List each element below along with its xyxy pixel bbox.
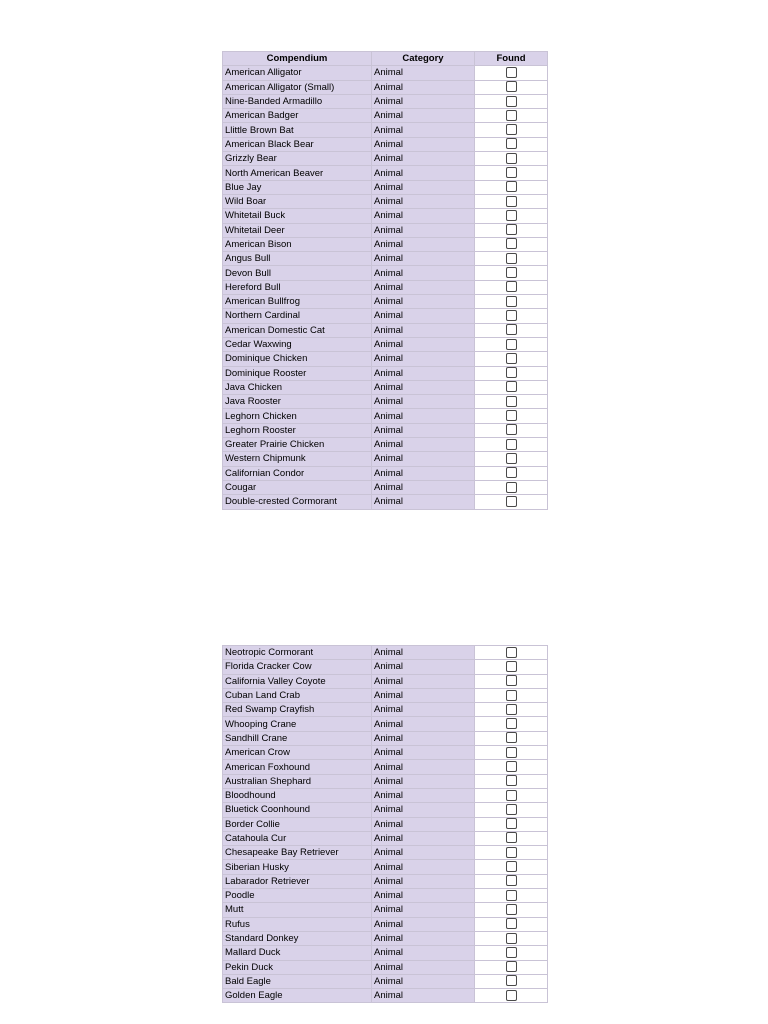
found-checkbox[interactable] [506,367,517,378]
cell-found [475,960,548,974]
table-row [223,380,548,394]
table-row [223,337,548,351]
cell-found [475,480,548,494]
table-row [223,137,548,151]
cell-compendium-name: American Domestic Cat [223,323,372,337]
cell-category: Animal [372,66,475,80]
found-checkbox[interactable] [506,804,517,815]
cell-category: Animal [372,237,475,251]
table-row [223,917,548,931]
table-row [223,109,548,123]
cell-found [475,831,548,845]
cell-compendium-name: American Black Bear [223,137,372,151]
cell-found [475,395,548,409]
table-row [223,660,548,674]
cell-category: Animal [372,860,475,874]
found-checkbox[interactable] [506,947,517,958]
found-checkbox[interactable] [506,310,517,321]
cell-compendium-name: Northern Cardinal [223,309,372,323]
found-checkbox[interactable] [506,818,517,829]
table-row [223,889,548,903]
found-checkbox[interactable] [506,861,517,872]
cell-compendium-name: Java Rooster [223,395,372,409]
cell-compendium-name: Leghorn Rooster [223,423,372,437]
table-row [223,152,548,166]
cell-compendium-name: Siberian Husky [223,860,372,874]
found-checkbox[interactable] [506,238,517,249]
cell-found [475,223,548,237]
cell-compendium-name: Sandhill Crane [223,731,372,745]
table-row [223,974,548,988]
cell-category: Animal [372,266,475,280]
cell-compendium-name: Cedar Waxwing [223,337,372,351]
found-checkbox[interactable] [506,138,517,149]
found-checkbox[interactable] [506,267,517,278]
table-row [223,395,548,409]
table-row [223,931,548,945]
cell-compendium-name: Java Chicken [223,380,372,394]
cell-found [475,803,548,817]
cell-category: Animal [372,337,475,351]
table-row [223,194,548,208]
table-row [223,846,548,860]
cell-category: Animal [372,423,475,437]
table-row [223,209,548,223]
found-checkbox[interactable] [506,81,517,92]
cell-compendium-name: Dominique Chicken [223,352,372,366]
cell-compendium-name: Neotropic Cormorant [223,646,372,660]
table-body [223,646,548,1003]
found-checkbox[interactable] [506,975,517,986]
table-row [223,646,548,660]
cell-category: Animal [372,760,475,774]
found-checkbox[interactable] [506,990,517,1001]
cell-found [475,688,548,702]
cell-compendium-name: Bluetick Coonhound [223,803,372,817]
cell-found [475,352,548,366]
found-checkbox[interactable] [506,690,517,701]
found-checkbox[interactable] [506,396,517,407]
column-header-found: Found [475,52,548,66]
cell-category: Animal [372,688,475,702]
table-row [223,731,548,745]
table-row [223,717,548,731]
found-checkbox[interactable] [506,196,517,207]
cell-found [475,123,548,137]
cell-compendium-name: American Foxhound [223,760,372,774]
found-checkbox[interactable] [506,324,517,335]
cell-category: Animal [372,903,475,917]
cell-found [475,94,548,108]
table-row [223,309,548,323]
found-checkbox[interactable] [506,410,517,421]
cell-category: Animal [372,80,475,94]
cell-found [475,409,548,423]
table-row [223,760,548,774]
cell-compendium-name: Blue Jay [223,180,372,194]
table-row [223,266,548,280]
table-row [223,480,548,494]
table-row [223,688,548,702]
compendium-table-page-1 [222,51,548,510]
cell-category: Animal [372,746,475,760]
table-row [223,746,548,760]
table-row [223,946,548,960]
table-row [223,438,548,452]
compendium-table-page-2 [222,645,548,1003]
found-checkbox[interactable] [506,453,517,464]
cell-compendium-name: Poodle [223,889,372,903]
table-row [223,66,548,80]
table-row [223,352,548,366]
cell-compendium-name: Rufus [223,917,372,931]
cell-found [475,817,548,831]
cell-category: Animal [372,946,475,960]
cell-category: Animal [372,295,475,309]
cell-category: Animal [372,889,475,903]
cell-compendium-name: Standard Donkey [223,931,372,945]
found-checkbox[interactable] [506,961,517,972]
cell-compendium-name: Pekin Duck [223,960,372,974]
cell-compendium-name: Golden Eagle [223,989,372,1003]
found-checkbox[interactable] [506,875,517,886]
cell-compendium-name: Leghorn Chicken [223,409,372,423]
cell-category: Animal [372,309,475,323]
table-row [223,423,548,437]
found-checkbox[interactable] [506,224,517,235]
cell-found [475,989,548,1003]
cell-compendium-name: Greater Prairie Chicken [223,438,372,452]
cell-compendium-name: Red Swamp Crayfish [223,703,372,717]
cell-category: Animal [372,974,475,988]
found-checkbox[interactable] [506,467,517,478]
cell-found [475,703,548,717]
cell-found [475,466,548,480]
table-row [223,903,548,917]
column-header-compendium: Compendium [223,52,372,66]
cell-compendium-name: Mallard Duck [223,946,372,960]
cell-compendium-name: Grizzly Bear [223,152,372,166]
found-checkbox[interactable] [506,181,517,192]
cell-compendium-name: Llittle Brown Bat [223,123,372,137]
cell-found [475,209,548,223]
cell-category: Animal [372,660,475,674]
cell-found [475,337,548,351]
cell-compendium-name: Labarador Retriever [223,874,372,888]
found-checkbox[interactable] [506,381,517,392]
cell-found [475,152,548,166]
cell-found [475,194,548,208]
cell-found [475,109,548,123]
cell-compendium-name: Chesapeake Bay Retriever [223,846,372,860]
cell-category: Animal [372,989,475,1003]
cell-compendium-name: Nine-Banded Armadillo [223,94,372,108]
table-row [223,874,548,888]
table-row [223,860,548,874]
found-checkbox[interactable] [506,339,517,350]
cell-found [475,846,548,860]
found-checkbox[interactable] [506,761,517,772]
found-checkbox[interactable] [506,718,517,729]
cell-compendium-name: Western Chipmunk [223,452,372,466]
cell-category: Animal [372,788,475,802]
cell-found [475,946,548,960]
cell-found [475,180,548,194]
cell-found [475,674,548,688]
cell-found [475,874,548,888]
cell-category: Animal [372,452,475,466]
table-row [223,280,548,294]
cell-category: Animal [372,874,475,888]
cell-category: Animal [372,917,475,931]
cell-compendium-name: American Alligator [223,66,372,80]
found-checkbox[interactable] [506,167,517,178]
found-checkbox[interactable] [506,647,517,658]
found-checkbox[interactable] [506,124,517,135]
cell-found [475,137,548,151]
cell-category: Animal [372,674,475,688]
found-checkbox[interactable] [506,747,517,758]
cell-compendium-name: Whitetail Buck [223,209,372,223]
cell-found [475,788,548,802]
found-checkbox[interactable] [506,281,517,292]
found-checkbox[interactable] [506,775,517,786]
cell-category: Animal [372,137,475,151]
table-row [223,237,548,251]
cell-compendium-name: Bloodhound [223,788,372,802]
cell-found [475,974,548,988]
cell-found [475,646,548,660]
cell-compendium-name: Dominique Rooster [223,366,372,380]
cell-category: Animal [372,717,475,731]
cell-category: Animal [372,352,475,366]
cell-found [475,774,548,788]
cell-found [475,731,548,745]
table-row [223,323,548,337]
found-checkbox[interactable] [506,96,517,107]
cell-found [475,438,548,452]
cell-category: Animal [372,194,475,208]
found-checkbox[interactable] [506,847,517,858]
table-row [223,831,548,845]
table-row [223,774,548,788]
cell-compendium-name: Cuban Land Crab [223,688,372,702]
cell-category: Animal [372,152,475,166]
table-header-row [223,52,548,66]
cell-compendium-name: Mutt [223,903,372,917]
cell-category: Animal [372,774,475,788]
cell-category: Animal [372,438,475,452]
cell-category: Animal [372,123,475,137]
table-row [223,180,548,194]
found-checkbox[interactable] [506,704,517,715]
found-checkbox[interactable] [506,353,517,364]
table-row [223,94,548,108]
cell-compendium-name: Australian Shephard [223,774,372,788]
cell-found [475,252,548,266]
cell-compendium-name: Angus Bull [223,252,372,266]
cell-category: Animal [372,94,475,108]
table-row [223,960,548,974]
cell-found [475,717,548,731]
found-checkbox[interactable] [506,210,517,221]
column-header-category: Category [372,52,475,66]
cell-category: Animal [372,395,475,409]
cell-category: Animal [372,109,475,123]
cell-category: Animal [372,380,475,394]
cell-category: Animal [372,409,475,423]
cell-found [475,80,548,94]
table-row [223,989,548,1003]
cell-compendium-name: Cougar [223,480,372,494]
table-row [223,123,548,137]
cell-category: Animal [372,831,475,845]
found-checkbox[interactable] [506,661,517,672]
table-row [223,252,548,266]
cell-category: Animal [372,931,475,945]
cell-found [475,860,548,874]
cell-category: Animal [372,803,475,817]
cell-category: Animal [372,495,475,509]
cell-category: Animal [372,817,475,831]
cell-category: Animal [372,480,475,494]
cell-compendium-name: American Bison [223,237,372,251]
cell-found [475,237,548,251]
cell-category: Animal [372,223,475,237]
table-row [223,452,548,466]
found-checkbox[interactable] [506,933,517,944]
table-row [223,674,548,688]
found-checkbox[interactable] [506,732,517,743]
found-checkbox[interactable] [506,296,517,307]
cell-compendium-name: Double-crested Cormorant [223,495,372,509]
cell-compendium-name: Border Collie [223,817,372,831]
cell-found [475,280,548,294]
cell-found [475,309,548,323]
cell-found [475,166,548,180]
found-checkbox[interactable] [506,253,517,264]
cell-category: Animal [372,252,475,266]
cell-found [475,903,548,917]
cell-category: Animal [372,280,475,294]
found-checkbox[interactable] [506,904,517,915]
found-checkbox[interactable] [506,482,517,493]
cell-compendium-name: American Badger [223,109,372,123]
cell-compendium-name: Californian Condor [223,466,372,480]
cell-category: Animal [372,366,475,380]
cell-found [475,295,548,309]
cell-category: Animal [372,209,475,223]
cell-compendium-name: American Crow [223,746,372,760]
found-checkbox[interactable] [506,832,517,843]
table-row [223,495,548,509]
found-checkbox[interactable] [506,439,517,450]
found-checkbox[interactable] [506,496,517,507]
table-row [223,223,548,237]
cell-category: Animal [372,180,475,194]
cell-category: Animal [372,960,475,974]
table-row [223,788,548,802]
cell-found [475,495,548,509]
cell-compendium-name: Devon Bull [223,266,372,280]
cell-category: Animal [372,846,475,860]
found-checkbox[interactable] [506,790,517,801]
cell-compendium-name: Whitetail Deer [223,223,372,237]
cell-compendium-name: Wild Boar [223,194,372,208]
table-row [223,466,548,480]
table-row [223,703,548,717]
table-row [223,817,548,831]
table-row [223,409,548,423]
table-row [223,295,548,309]
found-checkbox[interactable] [506,890,517,901]
cell-category: Animal [372,166,475,180]
cell-category: Animal [372,323,475,337]
cell-found [475,931,548,945]
cell-found [475,323,548,337]
cell-found [475,452,548,466]
table-row [223,166,548,180]
cell-category: Animal [372,466,475,480]
cell-found [475,266,548,280]
found-checkbox[interactable] [506,153,517,164]
cell-compendium-name: North American Beaver [223,166,372,180]
cell-found [475,380,548,394]
found-checkbox[interactable] [506,424,517,435]
cell-found [475,889,548,903]
cell-category: Animal [372,646,475,660]
found-checkbox[interactable] [506,110,517,121]
table-body [223,66,548,509]
cell-found [475,917,548,931]
cell-compendium-name: American Bullfrog [223,295,372,309]
cell-compendium-name: Florida Cracker Cow [223,660,372,674]
cell-found [475,746,548,760]
found-checkbox[interactable] [506,918,517,929]
cell-found [475,366,548,380]
cell-found [475,760,548,774]
cell-compendium-name: California Valley Coyote [223,674,372,688]
cell-compendium-name: American Alligator (Small) [223,80,372,94]
cell-compendium-name: Hereford Bull [223,280,372,294]
cell-category: Animal [372,731,475,745]
cell-found [475,660,548,674]
found-checkbox[interactable] [506,67,517,78]
cell-compendium-name: Whooping Crane [223,717,372,731]
cell-found [475,66,548,80]
cell-compendium-name: Bald Eagle [223,974,372,988]
table-row [223,803,548,817]
table-row [223,80,548,94]
cell-compendium-name: Catahoula Cur [223,831,372,845]
found-checkbox[interactable] [506,675,517,686]
cell-found [475,423,548,437]
cell-category: Animal [372,703,475,717]
table-row [223,366,548,380]
